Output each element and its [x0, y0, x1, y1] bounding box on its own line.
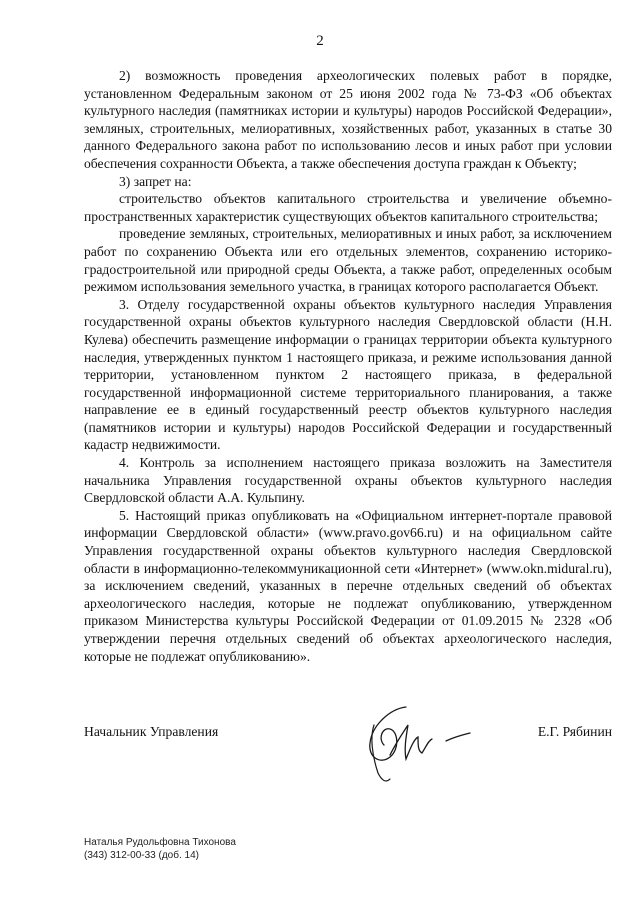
- paragraph-item-5: 5. Настоящий приказ опубликовать на «Официальном интернет-портале правовой информации Свердловской области» (www.pravo.gov66.ru) и на официальном сайте Управления государственной охраны объектов культурного наследия Свердловской области в информационно-телекоммуникационной сети «Интернет» (www.okn.midural.ru), за исключением сведений, указанных в перечне отдельных сведений об объектах археологического наследия, которые не подлежат опубликованию, утвержденном приказом Министерства культуры Российской Федерации от 01.09.2015 № 2328 «Об утверждении перечня отдельных сведений об объектах археологического наследия, которые не подлежат опубликованию».: [84, 507, 612, 664]
- page-number: 2: [316, 33, 324, 49]
- paragraph-prohibition-heading: 3) запрет на:: [119, 173, 192, 189]
- paragraph-item-3: 3. Отделу государственной охраны объектов культурного наследия Управления государственной охраны объектов культурного наследия Свердловской области (Н.Н. Кулева) обеспечить размещение информации о границах территории объекта культурного наследия, утвержденных пунктом 1 настоящего приказа, и режиме использования данной территории, установленном пунктом 2 настоящего приказа, в федеральной государственной информационной системе территориального планирования, а также направление ее в единый государственный реестр объектов культурного наследия (памятников истории и культуры) народов Российской Федерации и государственный кадастр недвижимости.: [84, 296, 612, 453]
- signer-position: Начальник Управления: [84, 724, 219, 739]
- paragraph-works-prohibition: проведение земляных, строительных, мелиоративных и иных работ, за исключением работ по сохранению Объекта или его отдельных элементов, сохранению историко-градостроительной или природной среды Объекта, а также работ, определенных особым режимом использования земельного участка, в границах которого располагается Объект.: [84, 226, 612, 295]
- executor-phone: (343) 312-00-33 (доб. 14): [84, 850, 199, 861]
- executor-info: [84, 836, 236, 862]
- document-body: [84, 67, 612, 665]
- paragraph-archaeological-works: 2) возможность проведения археологических полевых работ в порядке, установленном Федеральным законом от 25 июня 2002 года № 73-ФЗ «Об объектах культурного наследия (памятниках истории и культуры) народов Российской Федерации», земляных, строительных, мелиоративных, хозяйственных работ, указанных в статье 30 данного Федерального закона работ по использованию лесов и иных работ при условии обеспечения сохранности Объекта, а также обеспечения доступа граждан к Объекту;: [84, 68, 612, 171]
- signer-name: Е.Г. Рябинин: [537, 724, 612, 739]
- paragraph-item-4: 4. Контроль за исполнением настоящего приказа возложить на Заместителя начальника Управления государственной охраны объектов культурного наследия Свердловской области А.А. Кульпину.: [84, 455, 612, 506]
- paragraph-construction-prohibition: строительство объектов капитального строительства и увеличение объемно-пространственных характеристик существующих объектов капитального строительства;: [84, 191, 612, 224]
- handwritten-signature: [360, 695, 480, 785]
- executor-name: Наталья Рудольфовна Тихонова: [84, 837, 236, 848]
